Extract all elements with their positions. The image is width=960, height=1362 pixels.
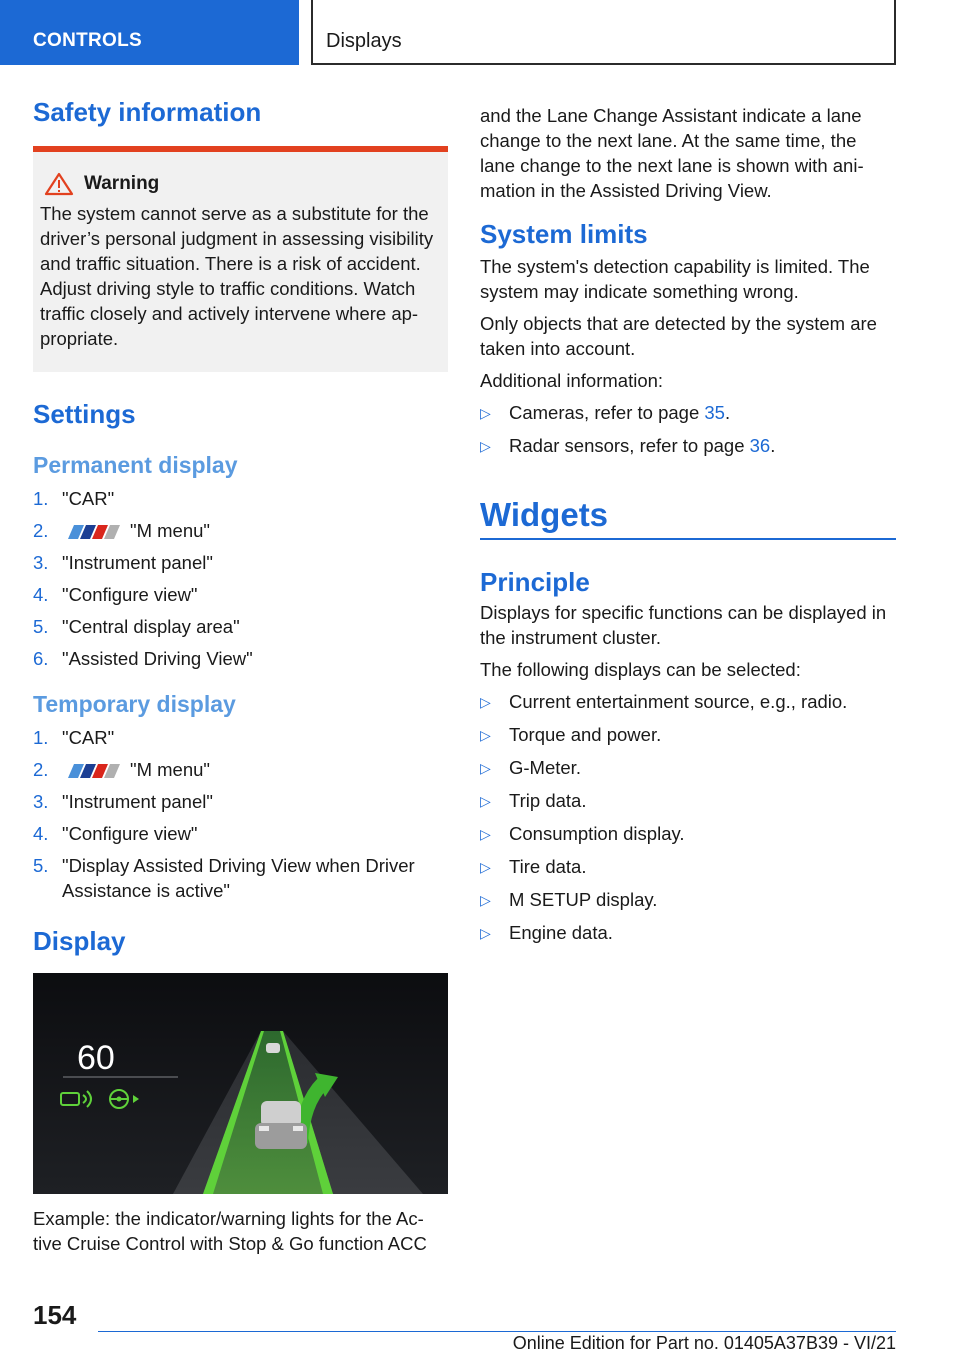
right-column	[480, 96, 896, 946]
list-item: 1. "CAR"	[33, 488, 115, 509]
temporary-display-heading: Temporary display	[33, 691, 236, 717]
temporary-display-list	[33, 725, 448, 903]
limits-paragraph-3: Additional information:	[480, 370, 664, 391]
image-caption: Example: the indicator/warning lights for the Ac‐ tive Cruise Control with Stop & Go function ACC	[33, 1208, 427, 1254]
section-label: CONTROLS	[33, 30, 143, 51]
list-item: ▷ Trip data.	[480, 788, 896, 814]
list-item: ▷ Tire data.	[480, 854, 896, 880]
list-item: 3. "Instrument panel"	[33, 552, 213, 573]
triangle-bullet-icon: ▷	[480, 727, 491, 743]
list-item: 2. "M menu"	[33, 759, 210, 780]
chapter-header	[311, 0, 896, 65]
left-column	[33, 96, 448, 1256]
settings-heading: Settings	[33, 399, 136, 429]
intro-paragraph: and the Lane Change Assistant indicate a lane change to the next lane. At the same time, the lane change to the next lane is shown with ani‐ mation in the Assisted Driving View.	[480, 105, 864, 201]
triangle-bullet-icon: ▷	[480, 793, 491, 809]
list-item: 1. "CAR"	[33, 727, 115, 748]
principle-paragraph-1: Displays for specific functions can be displayed in the instrument cluster.	[480, 602, 887, 648]
edition-text: Online Edition for Part no. 01405A37B39 - VI/21	[512, 1333, 896, 1353]
list-item: 2. "M menu"	[33, 520, 210, 541]
triangle-bullet-icon: ▷	[480, 405, 491, 421]
warning-text: The system cannot serve as a substitute for the driver’s personal judgment in assessing visibility and traffic situation. There is a risk of accident. Adjust driving style to traffic conditions. Watch traffic closely and actively intervene where ap‐ propriate.	[40, 203, 434, 349]
limits-list	[480, 400, 896, 459]
list-item: ▷ M SETUP display.	[480, 887, 896, 913]
permanent-display-heading: Permanent display	[33, 452, 238, 478]
list-item: ▷ Engine data.	[480, 920, 896, 946]
section-tab	[0, 0, 299, 65]
warning-title: Warning	[84, 173, 160, 194]
list-item: ▷ Radar sensors, refer to page 36.	[480, 433, 896, 459]
footer-divider	[98, 1331, 896, 1332]
limits-paragraph-1: The system's detection capability is limited. The system may indicate something wrong.	[480, 256, 870, 302]
assisted-driving-view-image	[33, 973, 448, 1194]
principle-heading: Principle	[480, 567, 590, 597]
widgets-list	[480, 689, 896, 946]
triangle-bullet-icon: ▷	[480, 438, 491, 454]
list-item: 5. "Display Assisted Driving View when Driver Assistance is active"	[33, 855, 415, 901]
chapter-title: Displays	[326, 30, 402, 52]
page-link[interactable]: 36	[749, 435, 771, 456]
triangle-bullet-icon: ▷	[480, 892, 491, 908]
list-item: ▷ G-Meter.	[480, 755, 896, 781]
list-item: 4. "Configure view"	[33, 584, 198, 605]
list-item: 3. "Instrument panel"	[33, 791, 213, 812]
warning-triangle-icon	[44, 172, 74, 196]
list-item: 6. "Assisted Driving View"	[33, 648, 253, 669]
safety-heading: Safety information	[33, 97, 262, 127]
list-item: ▷ Current entertainment source, e.g., radio.	[480, 689, 896, 715]
list-item: 5. "Central display area"	[33, 616, 240, 637]
list-item: 4. "Configure view"	[33, 823, 198, 844]
triangle-bullet-icon: ▷	[480, 760, 491, 776]
m-logo-icon	[64, 525, 120, 539]
warning-header	[40, 171, 441, 197]
widgets-divider	[480, 538, 896, 540]
m-logo-icon	[64, 764, 120, 778]
triangle-bullet-icon: ▷	[480, 826, 491, 842]
list-item: ▷ Consumption display.	[480, 821, 896, 847]
permanent-display-list	[33, 486, 448, 671]
system-limits-heading: System limits	[480, 219, 648, 249]
widgets-heading: Widgets	[480, 496, 609, 533]
speed-readout: 60	[77, 1039, 115, 1077]
page-number: 154	[33, 1300, 77, 1330]
list-item: ▷ Torque and power.	[480, 722, 896, 748]
triangle-bullet-icon: ▷	[480, 925, 491, 941]
warning-box	[33, 146, 448, 372]
limits-paragraph-2: Only objects that are detected by the system are taken into account.	[480, 313, 877, 359]
triangle-bullet-icon: ▷	[480, 694, 491, 710]
principle-paragraph-2: The following displays can be selected:	[480, 659, 801, 680]
triangle-bullet-icon: ▷	[480, 859, 491, 875]
list-item: ▷ Cameras, refer to page 35.	[480, 400, 896, 426]
display-heading: Display	[33, 926, 126, 956]
page-link[interactable]: 35	[704, 402, 725, 423]
